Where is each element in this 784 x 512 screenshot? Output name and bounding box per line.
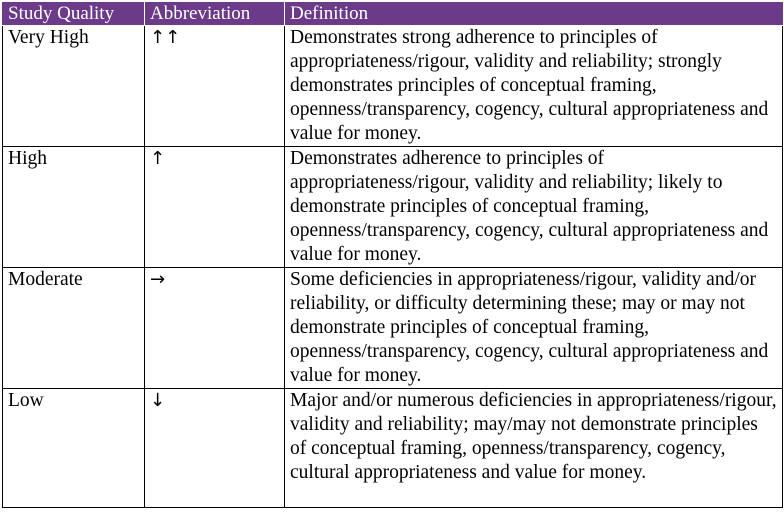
quality-cell: Low <box>3 389 145 508</box>
table-header <box>3 3 783 26</box>
header-row <box>3 3 783 26</box>
abbreviation-cell: ↑ <box>145 147 285 268</box>
table-row <box>3 268 783 389</box>
definition-cell: Demonstrates strong adherence to principles of appropriateness/rigour, validity and reliability; strongly demonstrates principles of conceptual framing, openness/transparency, cogency, cultural appropriateness and value for money. <box>285 26 783 147</box>
quality-cell: High <box>3 147 145 268</box>
abbreviation-cell: ↑↑ <box>145 26 285 147</box>
definition-cell: Major and/or numerous deficiencies in appropriateness/rigour, validity and reliability; may/may not demonstrate principles of conceptual framing, openness/transparency, cogency, cultural appropriateness and value for money. <box>285 389 783 508</box>
table-row <box>3 147 783 268</box>
definition-cell: Some deficiencies in appropriateness/rigour, validity and/or reliability, or difficulty determining these; may or may not demonstrate principles of conceptual framing, openness/transparency, cogency, cultural appropriateness and value for money. <box>285 268 783 389</box>
table-body <box>3 26 783 508</box>
header-definition: Definition <box>285 3 783 26</box>
table-row <box>3 389 783 508</box>
abbreviation-cell: ↓ <box>145 389 285 508</box>
header-abbreviation: Abbreviation <box>145 3 285 26</box>
table-row <box>3 26 783 147</box>
definition-cell: Demonstrates adherence to principles of appropriateness/rigour, validity and reliability; likely to demonstrate principles of conceptual framing, openness/transparency, cogency, cultural appropriateness and value for money. <box>285 147 783 268</box>
study-quality-table <box>2 2 783 508</box>
abbreviation-cell: → <box>145 268 285 389</box>
quality-cell: Moderate <box>3 268 145 389</box>
header-study-quality: Study Quality <box>3 3 145 26</box>
quality-cell: Very High <box>3 26 145 147</box>
